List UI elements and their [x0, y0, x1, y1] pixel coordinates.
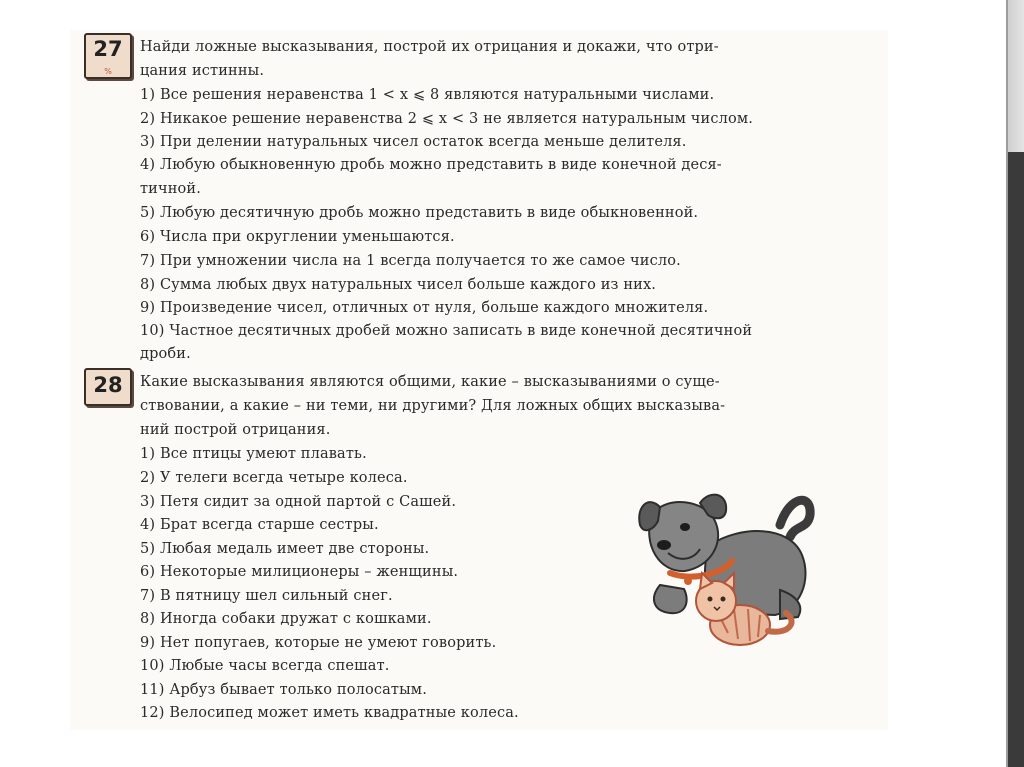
exercise-27-line: Найди ложные высказывания, построй их отрицания и докажи, что отри- [140, 39, 719, 55]
exercise-28-line: 1) Все птицы умеют плавать. [140, 446, 367, 462]
exercise-28-line: 3) Петя сидит за одной партой с Сашей. [140, 494, 457, 510]
exercise-27-line: цания истинны. [140, 63, 265, 79]
exercise-27-line: 8) Сумма любых двух натуральных чисел больше каждого из них. [140, 277, 657, 293]
exercise-28-line: 11) Арбуз бывает только полосатым. [140, 682, 427, 698]
dog-and-cat-illustration [630, 485, 820, 655]
exercise-27-line: 5) Любую десятичную дробь можно представить в виде обыкновенной. [140, 205, 699, 221]
exercise-27-line: 3) При делении натуральных чисел остаток всегда меньше делителя. [140, 134, 687, 150]
exercise-28-line: 2) У телеги всегда четыре колеса. [140, 470, 408, 486]
exercise-27-line: 7) При умножении числа на 1 всегда получается то же самое число. [140, 253, 681, 269]
exercise-27-line: дроби. [140, 346, 191, 362]
exercise-28-line: 9) Нет попугаев, которые не умеют говорить. [140, 635, 497, 651]
exercise-28-line: 7) В пятницу шел сильный снег. [140, 588, 393, 604]
exercise-28-line: 5) Любая медаль имеет две стороны. [140, 541, 430, 557]
exercise-27-line: тичной. [140, 181, 201, 197]
exercise-27-line: 6) Числа при округлении уменьшаются. [140, 229, 455, 245]
exercise-28-line: ний построй отрицания. [140, 422, 331, 438]
exercise-27-line: 4) Любую обыкновенную дробь можно представить в виде конечной деся- [140, 157, 722, 173]
exercise-27-line: 10) Частное десятичных дробей можно записать в виде конечной десятичной [140, 323, 753, 339]
exercise-28-line: 12) Велосипед может иметь квадратные колеса. [140, 705, 519, 721]
exercise-number: 27 [93, 37, 123, 61]
exercise-badge-mark: % [104, 67, 112, 76]
exercise-number: 28 [93, 373, 123, 397]
exercise-27-line: 2) Никакое решение неравенства 2 ⩽ x < 3 не является натуральным числом. [140, 111, 754, 127]
exercise-28-line: 6) Некоторые милиционеры – женщины. [140, 564, 459, 580]
exercise-28-line: Какие высказывания являются общими, какие – высказываниями о суще- [140, 374, 720, 390]
exercise-27-line: 9) Произведение чисел, отличных от нуля, больше каждого множителя. [140, 300, 709, 316]
exercise-28-line: 8) Иногда собаки дружат с кошками. [140, 611, 432, 627]
exercise-28-line: 4) Брат всегда старше сестры. [140, 517, 379, 533]
exercise-27-number-badge [84, 33, 132, 79]
exercise-28-number-badge [84, 368, 132, 406]
exercise-28-line: ствовании, а какие – ни теми, ни другими? Для ложных общих высказыва- [140, 398, 726, 414]
exercise-28-line: 10) Любые часы всегда спешат. [140, 658, 390, 674]
exercise-27-line: 1) Все решения неравенства 1 < x ⩽ 8 являются натуральными числами. [140, 87, 715, 103]
slide-edge-dark-bar [1008, 152, 1024, 767]
